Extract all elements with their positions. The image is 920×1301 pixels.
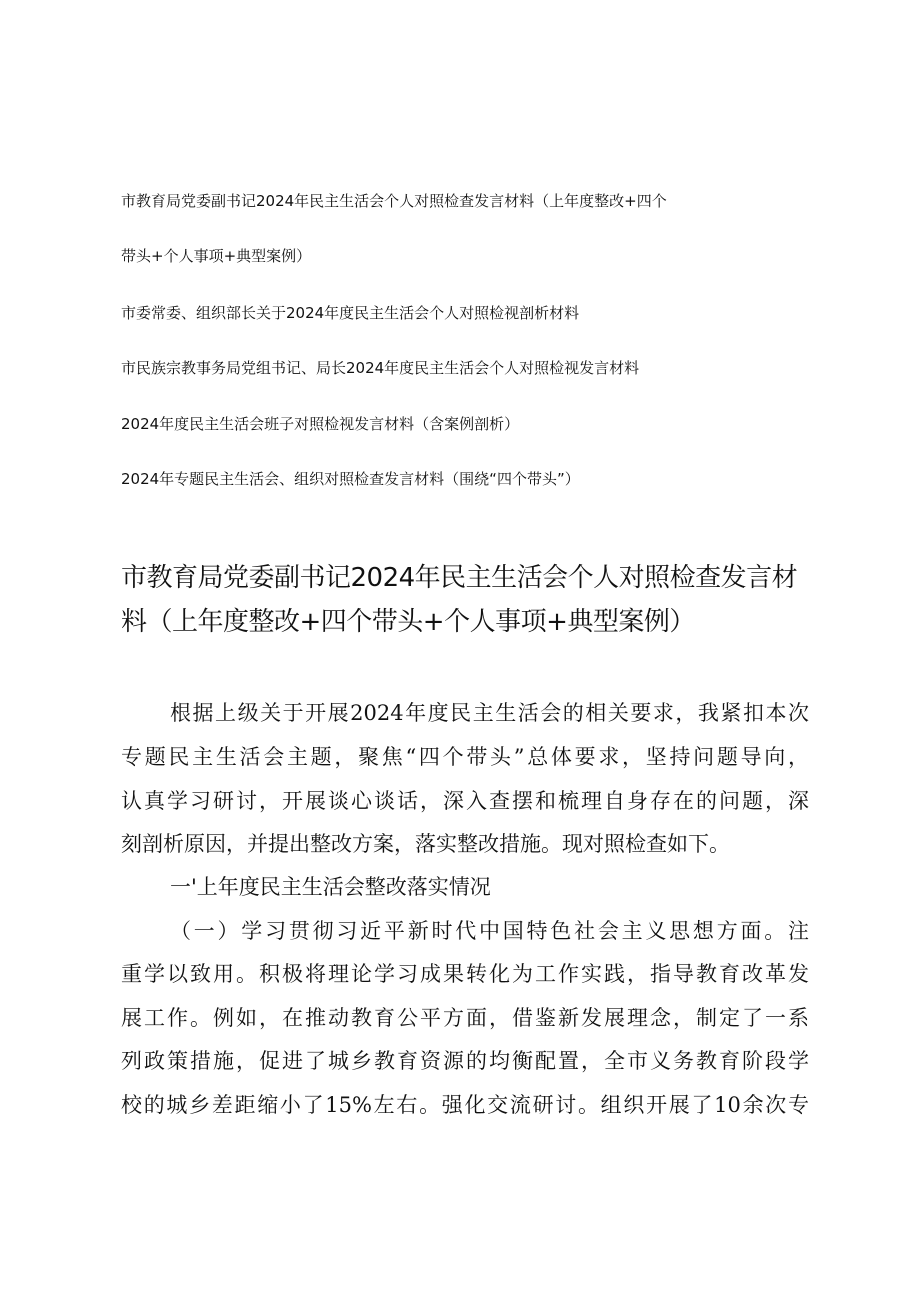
toc-item[interactable]: 2024年专题民主生活会、组织对照检查发言材料（围绕“四个带头”） [121, 470, 580, 488]
intro-paragraph-line: 根据上级关于开展2024年度民主生活会的相关要求，我紧扣本次 [170, 701, 809, 725]
section-heading: 一'上年度民主生活会整改落实情况 [170, 875, 491, 899]
intro-paragraph-line: 刻剖析原因，并提出整改方案，落实整改措施。现对照检查如下。 [121, 832, 730, 856]
toc-item[interactable]: 2024年度民主生活会班子对照检视发言材料（含案例剖析） [121, 415, 520, 433]
intro-paragraph-line: 认真学习研讨，开展谈心谈话，深入查摆和梳理自身存在的问题，深 [121, 789, 809, 813]
section-paragraph-line: 校的城乡差距缩小了15%左右。强化交流研讨。组织开展了10余次专 [121, 1093, 809, 1117]
toc-item[interactable]: 带头+个人事项+典型案例） [121, 247, 312, 265]
toc-item[interactable]: 市民族宗教事务局党组书记、局长2024年度民主生活会个人对照检视发言材料 [121, 359, 640, 377]
intro-paragraph-line: 专题民主生活会主题，聚焦“四个带头”总体要求，坚持问题导向， [121, 745, 809, 769]
toc-item[interactable]: 市委常委、组织部长关于2024年度民主生活会个人对照检视剖析材料 [121, 304, 580, 322]
article-title-line: 市教育局党委副书记2024年民主生活会个人对照检查发言材 [121, 563, 798, 593]
section-paragraph-line: 列政策措施，促进了城乡教育资源的均衡配置，全市义务教育阶段学 [121, 1049, 809, 1073]
section-paragraph-line: 展工作。例如，在推动教育公平方面，借鉴新发展理念，制定了一系 [121, 1006, 809, 1030]
section-paragraph-line: （一）学习贯彻习近平新时代中国特色社会主义思想方面。注 [170, 919, 809, 943]
toc-item[interactable]: 市教育局党委副书记2024年民主生活会个人对照检查发言材料（上年度整改+四个 [121, 192, 667, 210]
section-paragraph-line: 重学以致用。积极将理论学习成果转化为工作实践，指导教育改革发 [121, 962, 809, 986]
article-title-line: 料（上年度整改+四个带头+个人事项+典型案例） [121, 607, 695, 637]
